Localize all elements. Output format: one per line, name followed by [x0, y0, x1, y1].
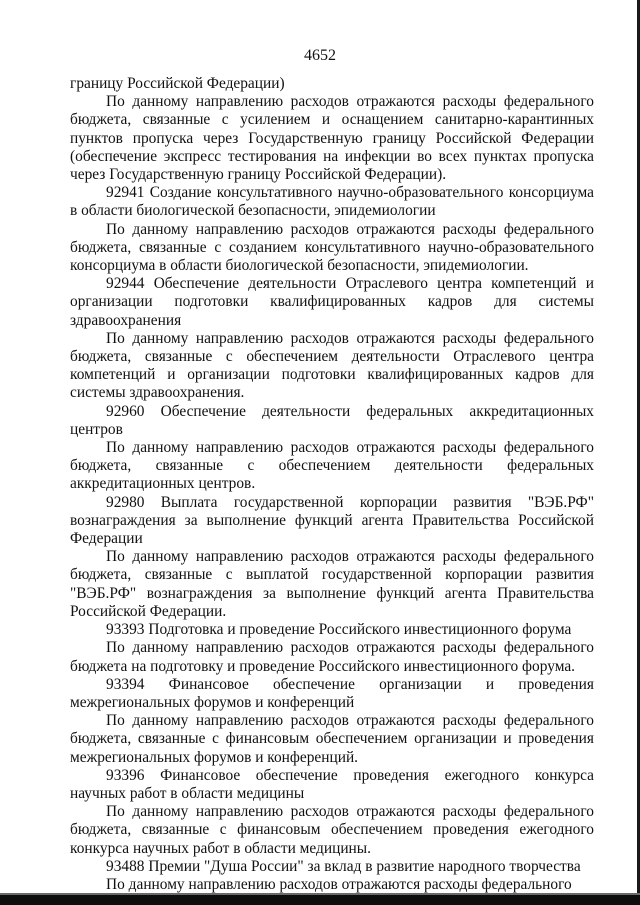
paragraph-description: По данному направлению расходов отражаются расходы федерального бюджета, связанные с финансовым обеспечением проведения ежегодного конкурса научных работ в области медицины. [70, 803, 594, 857]
paragraph-heading-92960: 92960 Обеспечение деятельности федеральных аккредитационных центров [70, 402, 594, 438]
document-body [70, 75, 594, 894]
paragraph-description: По данному направлению расходов отражаются расходы федерального бюджета на подготовку и проведение Российского инвестиционного форума. [70, 639, 594, 675]
paragraph-heading-92944: 92944 Обеспечение деятельности Отраслевого центра компетенций и организации подготовки квалифицированных кадров для системы здравоохранения [70, 275, 594, 329]
paragraph-description: По данному направлению расходов отражаются расходы федерального бюджета, связанные с выплатой государственной корпорации развития "ВЭБ.РФ" вознаграждения за выполнение функций агента Правительства Российской Федерации. [70, 548, 594, 620]
paragraph-description: По данному направлению расходов отражаются расходы федерального бюджета, связанные с обеспечением деятельности Отраслевого центра компетенций и организации подготовки квалифицированных кадров для системы здравоохранения. [70, 329, 594, 402]
paragraph-description: По данному направлению расходов отражаются расходы федерального бюджета, связанные с финансовым обеспечением организации и проведения межрегиональных форумов и конференций. [70, 712, 594, 766]
page-number: 4652 [304, 47, 336, 64]
paragraph-heading-93396: 93396 Финансовое обеспечение проведения ежегодного конкурса научных работ в области медицины [70, 766, 594, 802]
paragraph-heading-92980: 92980 Выплата государственной корпорации развития "ВЭБ.РФ" вознаграждения за выполнение функций агента Правительства Российской Федерации [70, 493, 594, 548]
paragraph-description: По данному направлению расходов отражаются расходы федерального бюджета, связанные с усилением и оснащением санитарно-карантинных пунктов пропуска через Государственную границу Российской Федерации (обеспечение экспресс тестирования на инфекции во всех пунктах пропуска через Государственную границу Российской Федерации). [70, 93, 594, 184]
paragraph-description-truncated: По данному направлению расходов отражаются расходы федерального [106, 875, 572, 893]
paragraph-continuation: границу Российской Федерации) [70, 75, 285, 92]
paragraph-description: По данному направлению расходов отражаются расходы федерального бюджета, связанные с обеспечением деятельности федеральных аккредитационных центров. [70, 439, 594, 493]
paragraph-description: По данному направлению расходов отражаются расходы федерального бюджета, связанные с созданием консультативного научно-образовательного консорциума в области биологической безопасности, эпидемиологии. [70, 220, 594, 275]
scan-edge-bottom [0, 895, 640, 905]
paragraph-heading-93393: 93393 Подготовка и проведение Российского инвестиционного форума [106, 621, 572, 639]
paragraph-heading-93394: 93394 Финансовое обеспечение организации и проведения межрегиональных форумов и конференций [70, 675, 594, 711]
paragraph-heading-92941: 92941 Создание консультативного научно-образовательного консорциума в области биологической безопасности, эпидемиологии [70, 184, 594, 220]
paragraph-heading-93488: 93488 Премии "Душа России" за вклад в развитие народного творчества [106, 857, 581, 875]
